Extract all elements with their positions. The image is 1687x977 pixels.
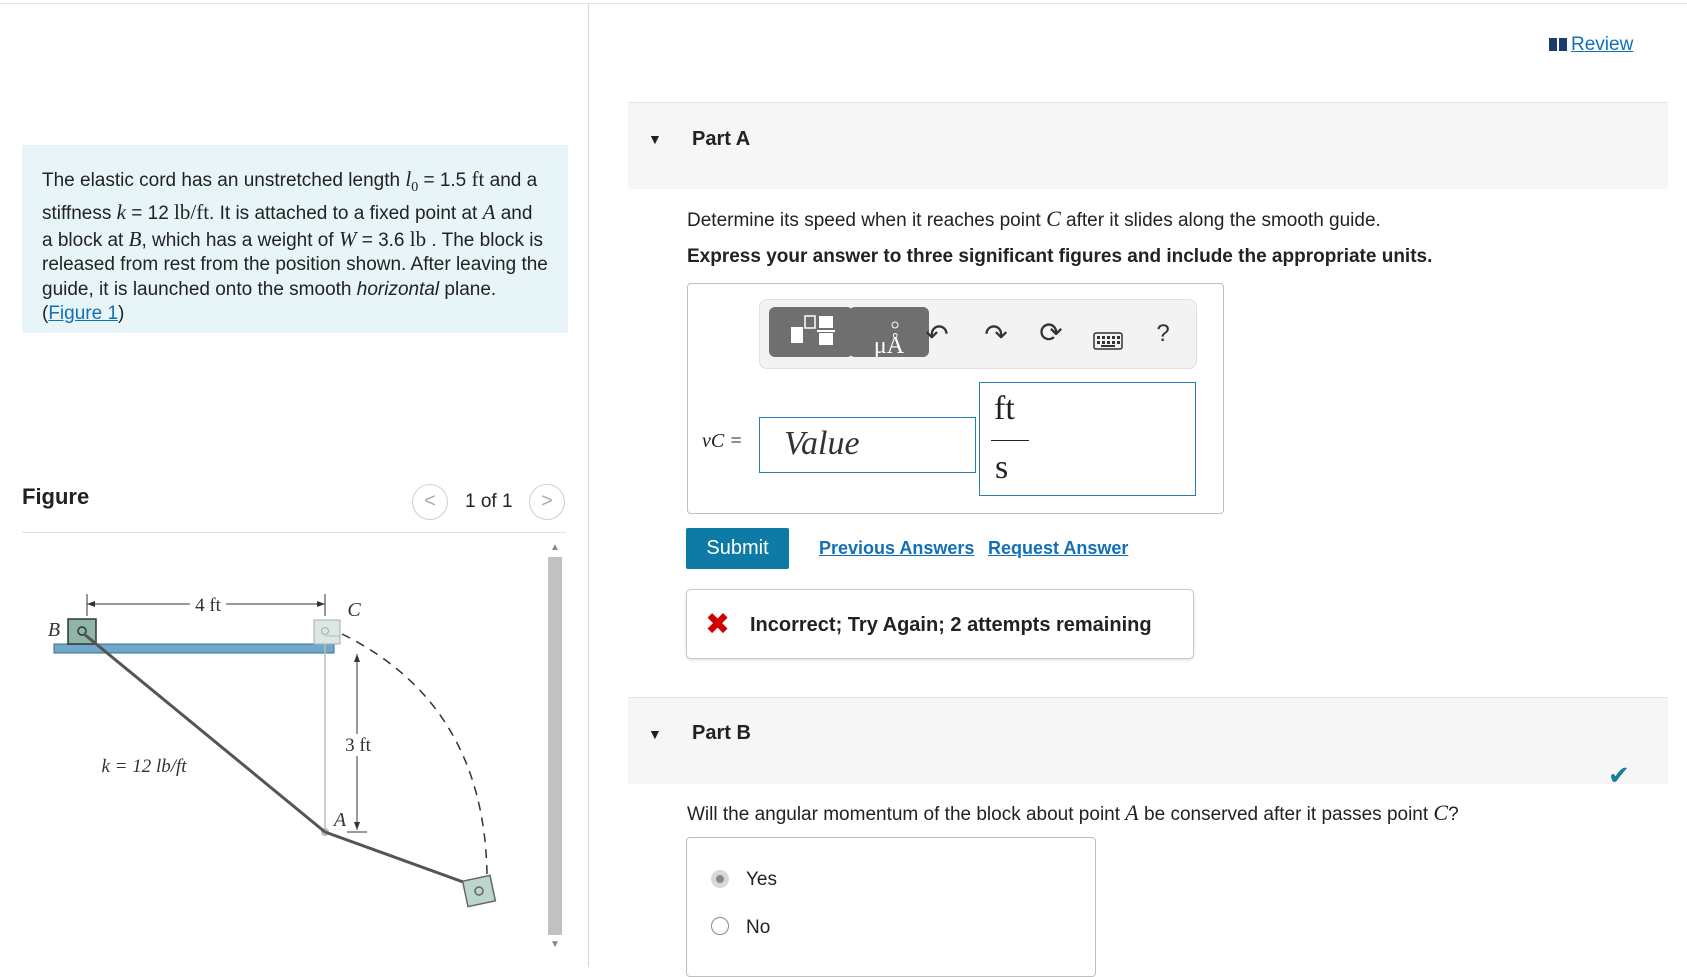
option-yes-label[interactable]: Yes (746, 869, 777, 890)
key (1102, 341, 1105, 344)
k-unit: lb/ft (174, 200, 210, 225)
block-final-body (463, 875, 496, 906)
math-l0: l (405, 167, 412, 191)
value-input[interactable]: Value (759, 417, 976, 473)
block-final (463, 875, 496, 906)
question-text: Determine its speed when it reaches point (687, 210, 1047, 231)
dim-arrow (317, 601, 325, 607)
math-l0-sub: 0 (411, 179, 419, 195)
figure-divider (22, 532, 566, 533)
problem-text: plane. ( (42, 278, 497, 325)
incorrect-icon: ✖ (705, 608, 731, 641)
template-shape (819, 316, 833, 328)
math-A: A (482, 200, 496, 225)
template-shape (817, 330, 835, 332)
block-at-C (314, 620, 340, 644)
dim-arrow (354, 822, 360, 830)
figure-diagram (22, 534, 542, 964)
scroll-up-icon[interactable]: ▲ (550, 542, 560, 553)
help-icon[interactable]: ? (1156, 320, 1170, 347)
figure-next-button[interactable]: > (529, 484, 565, 520)
variable-label: vC = (702, 430, 743, 452)
figure-link[interactable]: Figure 1 (48, 303, 119, 325)
question-text: ? (1448, 804, 1459, 825)
dim-arrow (354, 654, 360, 662)
radio-no[interactable] (711, 917, 729, 935)
units-glyph: μÅ (873, 333, 905, 357)
key (1102, 336, 1105, 339)
problem-text: and a block at (42, 203, 533, 251)
dim-arrow (87, 601, 95, 607)
math-C: C (1433, 800, 1449, 825)
collapse-triangle-icon[interactable]: ▼ (648, 131, 662, 147)
keyboard-icon[interactable] (1093, 332, 1123, 355)
problem-text: . It is attached to a fixed point at (209, 203, 483, 225)
question-text: be conserved after it passes point (1138, 804, 1434, 825)
templates-button[interactable] (769, 307, 853, 357)
question-text: Will the angular momentum of the block about point (687, 804, 1126, 825)
book-icon-svg (1549, 37, 1567, 52)
collapse-triangle-icon[interactable]: ▼ (648, 726, 662, 742)
math-A: A (1125, 800, 1139, 825)
key (1112, 336, 1115, 339)
elastic-cord-final (325, 832, 477, 887)
option-no-label[interactable]: No (746, 917, 771, 938)
part-b-question (687, 800, 1459, 826)
templates-icon (769, 307, 853, 357)
k-label: k = 12 lb/ft (101, 756, 187, 777)
key (1117, 336, 1120, 339)
scroll-down-icon[interactable]: ▼ (550, 939, 560, 950)
redo-icon[interactable]: ↷ (984, 319, 1008, 350)
unit-denominator: s (995, 449, 1009, 486)
request-answer-link[interactable]: Request Answer (988, 538, 1129, 558)
units-button[interactable] (849, 307, 929, 357)
reset-icon[interactable]: ⟳ (1039, 317, 1063, 348)
keyboard-keys (1097, 336, 1120, 347)
book-page-left (1549, 38, 1557, 51)
undo-icon[interactable]: ↶ (925, 319, 949, 350)
part-a-question (687, 206, 1381, 232)
radio-yes[interactable] (711, 870, 729, 888)
math-W: W (338, 226, 357, 251)
W-value: = 3.6 (356, 229, 410, 251)
submit-button[interactable]: Submit (686, 528, 789, 569)
template-shape (791, 327, 803, 343)
problem-text: and a stiffness (42, 170, 538, 225)
key (1107, 336, 1110, 339)
template-shape (805, 316, 815, 328)
figure-title: Figure (22, 484, 90, 509)
part-a-instruction: Express your answer to three significant figures and include the appropriate units. (687, 246, 1433, 267)
key (1112, 341, 1115, 344)
label-C: C (347, 599, 361, 621)
horizontal-text: horizontal (356, 278, 440, 300)
key (1107, 341, 1110, 344)
dim-label-4ft: 4 ft (195, 595, 221, 616)
dim-label-3ft: 3 ft (345, 735, 371, 756)
problem-text: , which has a weight of (141, 229, 339, 251)
key (1097, 341, 1100, 344)
unit-fraction-bar (991, 440, 1029, 441)
problem-text: . The block is released from rest from the position shown. After leaving the guide, it is launched onto the smooth (42, 229, 548, 300)
figure-scroll-thumb[interactable] (548, 557, 562, 935)
feedback-text: Incorrect; Try Again; 2 attempts remaining (750, 614, 1152, 636)
units-icon (849, 307, 929, 357)
key (1097, 336, 1100, 339)
problem-statement (22, 145, 568, 333)
label-B: B (47, 619, 61, 641)
template-shape (819, 333, 833, 345)
math-k: k (116, 200, 126, 225)
part-a-header[interactable] (628, 102, 1668, 189)
review-link[interactable]: Review (1571, 34, 1634, 55)
part-b-header[interactable] (628, 697, 1668, 784)
math-B: B (128, 226, 142, 251)
l0-unit: ft (471, 167, 485, 191)
label-A: A (333, 809, 347, 831)
checkmark-icon: ✔ (1608, 760, 1630, 790)
previous-answers-link[interactable]: Previous Answers (819, 538, 975, 558)
problem-text: The elastic cord has an unstretched length (42, 170, 406, 191)
book-page-right (1559, 38, 1567, 51)
book-icon (1549, 37, 1567, 52)
key (1117, 341, 1120, 344)
elastic-cord (84, 634, 325, 832)
top-border (0, 3, 1687, 4)
keyboard-svg (1093, 332, 1123, 350)
figure-prev-button[interactable]: < (412, 484, 448, 520)
part-a-label: Part A (692, 128, 751, 150)
problem-text: ) (118, 303, 125, 325)
l0-value: = 1.5 (418, 170, 472, 191)
part-b-label: Part B (692, 722, 751, 744)
question-text: after it slides along the smooth guide. (1060, 210, 1381, 231)
column-divider (588, 4, 589, 967)
spacebar (1101, 345, 1115, 347)
math-C: C (1046, 206, 1061, 231)
W-unit: lb (409, 226, 427, 251)
options-box (686, 837, 1096, 977)
k-value: = 12 (125, 203, 175, 225)
units-ring (892, 322, 898, 328)
unit-numerator: ft (994, 390, 1015, 427)
figure-pager: 1 of 1 (465, 491, 513, 512)
